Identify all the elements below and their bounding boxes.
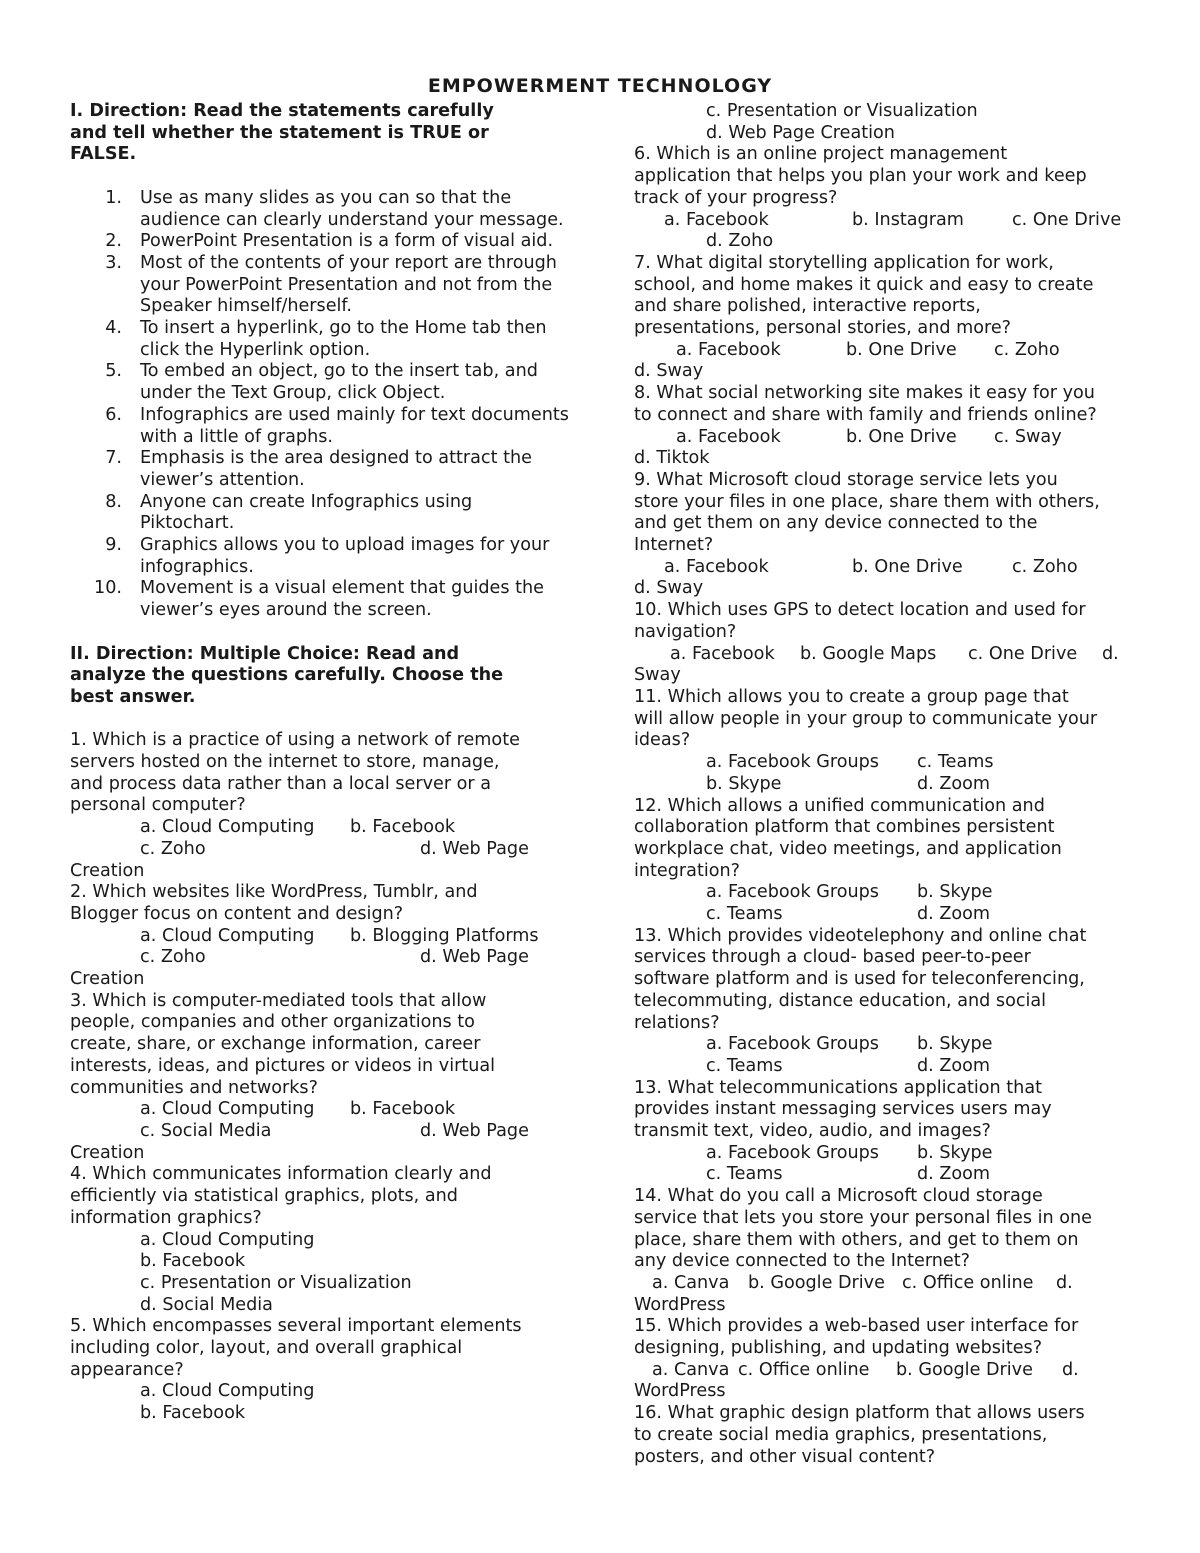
choice: a. Cloud Computing — [140, 1099, 315, 1120]
tf-number: 6. — [105, 404, 122, 425]
part1-direction-line: FALSE. — [70, 144, 137, 165]
choice: d. Web Page — [420, 947, 529, 968]
choice: d. Zoom — [917, 1164, 991, 1185]
choice: c. Zoho — [140, 838, 206, 859]
tf-text: To insert a hyperlink, go to the Home tab then click the Hyperlink option. — [140, 318, 547, 360]
choice: b. One Drive — [846, 426, 957, 447]
question-line: and process data rather than a local server or a — [70, 773, 492, 794]
question-line: services through a cloud- based peer-to-peer — [634, 947, 1031, 968]
choice: d. Zoom — [917, 773, 991, 794]
part2-direction-line: analyze the questions carefully. Choose the — [70, 665, 504, 686]
choice-continuation: WordPress — [634, 1294, 726, 1315]
question-line: 4. Which communicates information clearly and — [70, 1164, 492, 1185]
question-line: 1. Which is a practice of using a network of remote — [70, 730, 520, 751]
question-line: to connect and share with family and friends online? — [634, 404, 1097, 425]
question-line: 12. Which allows a unified communication and — [634, 795, 1045, 816]
question-line: ideas? — [634, 730, 691, 751]
question-line: Blogger focus on content and design? — [70, 903, 404, 924]
tf-text: Use as many slides as you can so that the audience can clearly understand your message. — [140, 187, 564, 230]
part2-direction-line: II. Direction: Multiple Choice: Read and — [70, 643, 460, 664]
question-line: 9. What Microsoft cloud storage service lets you — [634, 469, 1058, 490]
choice: a. Canva — [652, 1272, 730, 1293]
choice: a. Facebook — [664, 556, 769, 577]
question-line: transmit text, video, audio, and images? — [634, 1121, 991, 1142]
choice: a. Facebook Groups — [706, 882, 879, 903]
choice: c. Teams — [706, 904, 783, 925]
choice-continuation: WordPress — [634, 1381, 726, 1402]
choice: c. Office online — [738, 1359, 870, 1380]
choice: c. One Drive — [1012, 209, 1122, 230]
question-line: integration? — [634, 860, 740, 881]
question-line: provides instant messaging services users may — [634, 1099, 1052, 1120]
question-line: communities and networks? — [70, 1077, 318, 1098]
question-line: 14. What do you call a Microsoft cloud storage — [634, 1186, 1043, 1207]
question-line: 11. Which allows you to create a group page that — [634, 686, 1069, 707]
part1-direction-line: and tell whether the statement is TRUE or — [70, 122, 489, 143]
tf-item — [70, 578, 570, 621]
choice: d. — [1102, 643, 1119, 664]
choice: d. — [1056, 1272, 1073, 1293]
choice: b. One Drive — [846, 339, 957, 360]
choice: b. Facebook — [140, 1251, 246, 1272]
question-line: 16. What graphic design platform that allows users — [634, 1403, 1085, 1424]
question-line: 8. What social networking site makes it easy for you — [634, 383, 1095, 404]
question-line: including color, layout, and overall graphical — [70, 1338, 463, 1359]
question-line: and share polished, interactive reports, — [634, 296, 981, 317]
tf-number: 7. — [105, 448, 122, 469]
choice: b. Google Drive — [748, 1272, 885, 1293]
choice: c. Presentation or Visualization — [140, 1272, 412, 1293]
tf-item — [70, 188, 570, 231]
tf-text: Most of the contents of your report are through your PowerPoint Presentation and not from the Speaker himself/herself. — [140, 252, 557, 317]
part2-direction-line: best answer. — [70, 686, 196, 707]
tf-number: 10. — [94, 578, 122, 599]
choice: a. Cloud Computing — [140, 925, 315, 946]
choice: d. Zoho — [706, 231, 774, 252]
tf-number: 1. — [105, 187, 122, 208]
choice: b. One Drive — [852, 556, 963, 577]
question-line: posters, and other visual content? — [634, 1446, 936, 1467]
choice: c. Sway — [994, 426, 1062, 447]
question-line: 2. Which websites like WordPress, Tumblr, and — [70, 882, 478, 903]
choice: b. Facebook — [350, 817, 456, 838]
tf-number: 2. — [105, 231, 122, 252]
choice: b. Google Drive — [896, 1359, 1033, 1380]
tf-text: PowerPoint Presentation is a form of visual aid. — [140, 231, 554, 252]
question-line: software platform and is used for teleconferencing, — [634, 969, 1085, 990]
tf-item — [70, 405, 570, 448]
question-line: place, share them with others, and get to them on — [634, 1229, 1079, 1250]
tf-number: 4. — [105, 318, 122, 339]
choice: a. Facebook Groups — [706, 752, 879, 773]
question-line: application that helps you plan your work and keep — [634, 166, 1087, 187]
choice: c. One Drive — [968, 643, 1078, 664]
choice-continuation: Sway — [634, 665, 681, 686]
choice: d. Web Page — [420, 838, 529, 859]
question-line: appearance? — [70, 1359, 184, 1380]
choice: d. Social Media — [140, 1294, 273, 1315]
question-line: to create social media graphics, presentations, — [634, 1424, 1048, 1445]
choice: c. Teams — [917, 752, 994, 773]
page-title: EMPOWERMENT TECHNOLOGY — [427, 75, 773, 97]
choice: d. Sway — [634, 361, 704, 382]
question-line: track of your progress? — [634, 187, 838, 208]
question-line: Internet? — [634, 535, 714, 556]
question-line: 15. Which provides a web-based user interface for — [634, 1316, 1079, 1337]
tf-item — [70, 231, 570, 253]
choice: b. Instagram — [852, 209, 964, 230]
tf-item — [70, 318, 570, 361]
tf-item — [70, 361, 570, 404]
choice: a. Facebook Groups — [706, 1034, 879, 1055]
question-line: 3. Which is computer-mediated tools that allow — [70, 990, 487, 1011]
choice: a. Facebook — [664, 209, 769, 230]
question-line: 5. Which encompasses several important elements — [70, 1316, 522, 1337]
question-line: service that lets you store your personal files in one — [634, 1207, 1092, 1228]
tf-text: Graphics allows you to upload images for your infographics. — [140, 535, 550, 577]
question-line: navigation? — [634, 621, 737, 642]
question-line: designing, publishing, and updating websites? — [634, 1338, 1043, 1359]
question-line: and get them on any device connected to the — [634, 513, 1038, 534]
choice: a. Cloud Computing — [140, 1229, 315, 1250]
choice: a. Cloud Computing — [140, 817, 315, 838]
tf-item — [70, 448, 570, 491]
tf-text: Infographics are used mainly for text documents with a little of graphs. — [140, 404, 569, 447]
tf-text: Movement is a visual element that guides the viewer’s eyes around the screen. — [140, 578, 544, 621]
part1-direction-line: I. Direction: Read the statements carefully — [70, 101, 494, 121]
question-line: interests, ideas, and pictures or videos in virtual — [70, 1055, 496, 1076]
choice: b. Skype — [917, 1142, 993, 1163]
left-column — [70, 101, 570, 1425]
choice: d. Web Page — [420, 1121, 529, 1141]
choice: c. Office online — [902, 1272, 1034, 1293]
choice: b. Skype — [706, 773, 782, 794]
choice: a. Cloud Computing — [140, 1381, 315, 1402]
question-line: servers hosted on the internet to store, manage, — [70, 752, 500, 773]
question-line: 10. Which uses GPS to detect location and used for — [634, 600, 1086, 621]
question-line: collaboration platform that combines persistent — [634, 817, 1055, 838]
choice: b. Facebook — [140, 1403, 246, 1424]
choice: d. Web Page Creation — [706, 122, 895, 143]
choice: c. Teams — [706, 1164, 783, 1185]
choice: b. Skype — [917, 882, 993, 903]
tf-text: Anyone can create Infographics using Piktochart. — [140, 491, 473, 534]
choice: c. Zoho — [1012, 556, 1078, 577]
choice: a. Canva — [652, 1359, 730, 1380]
question-line: create, share, or exchange information, career — [70, 1034, 481, 1055]
question-line: 6. Which is an online project management — [634, 144, 1008, 165]
choice: b. Facebook — [350, 1099, 456, 1120]
choice: a. Facebook — [676, 339, 781, 360]
question-line: will allow people in your group to communicate your — [634, 708, 1098, 729]
question-line: workplace chat, video meetings, and application — [634, 838, 1062, 859]
question-line: 13. Which provides videotelephony and online chat — [634, 925, 1087, 946]
question-line: telecommuting, distance education, and social — [634, 990, 1047, 1011]
choice: c. Zoho — [994, 339, 1060, 360]
tf-item — [70, 492, 570, 535]
tf-number: 5. — [105, 361, 122, 382]
choice: a. Facebook Groups — [706, 1142, 879, 1163]
question-line: relations? — [634, 1012, 720, 1033]
choice: d. — [1062, 1359, 1079, 1380]
right-column — [634, 101, 1139, 1468]
question-line: information graphics? — [70, 1207, 262, 1228]
question-line: store your files in one place, share them with others, — [634, 491, 1100, 512]
choice: a. Facebook — [676, 426, 781, 447]
tf-text: To embed an object, go to the insert tab, and under the Text Group, click Object. — [140, 361, 538, 404]
question-line: 13. What telecommunications application that — [634, 1077, 1043, 1098]
tf-text: Emphasis is the area designed to attract the viewer’s attention. — [140, 448, 532, 490]
question-line: presentations, personal stories, and more? — [634, 318, 1012, 339]
choice: c. Social Media — [140, 1121, 272, 1141]
choice: b. Skype — [917, 1034, 993, 1055]
question-line: school, and home makes it quick and easy to create — [634, 274, 1094, 295]
tf-number: 9. — [105, 535, 122, 556]
choice: c. Presentation or Visualization — [706, 101, 978, 121]
choice: d. Tiktok — [634, 448, 710, 469]
question-line: 7. What digital storytelling application for work, — [634, 252, 1054, 273]
choice: b. Blogging Platforms — [350, 925, 539, 946]
question-line: any device connected to the Internet? — [634, 1251, 970, 1272]
choice: b. Google Maps — [800, 643, 937, 664]
question-line: efficiently via statistical graphics, plots, and — [70, 1186, 458, 1207]
question-line: personal computer? — [70, 795, 246, 816]
choice: d. Sway — [634, 578, 704, 599]
choice: c. Zoho — [140, 947, 206, 968]
tf-item — [70, 535, 570, 578]
choice: a. Facebook — [670, 643, 775, 664]
choice-continuation: Creation — [70, 860, 145, 881]
tf-item — [70, 253, 570, 318]
choice-continuation: Creation — [70, 969, 145, 990]
choice: d. Zoom — [917, 904, 991, 925]
choice: d. Zoom — [917, 1055, 991, 1076]
question-line: people, companies and other organizations to — [70, 1012, 475, 1033]
choice-continuation: Creation — [70, 1142, 145, 1163]
choice: c. Teams — [706, 1055, 783, 1076]
tf-number: 8. — [105, 491, 122, 512]
tf-number: 3. — [105, 252, 122, 273]
